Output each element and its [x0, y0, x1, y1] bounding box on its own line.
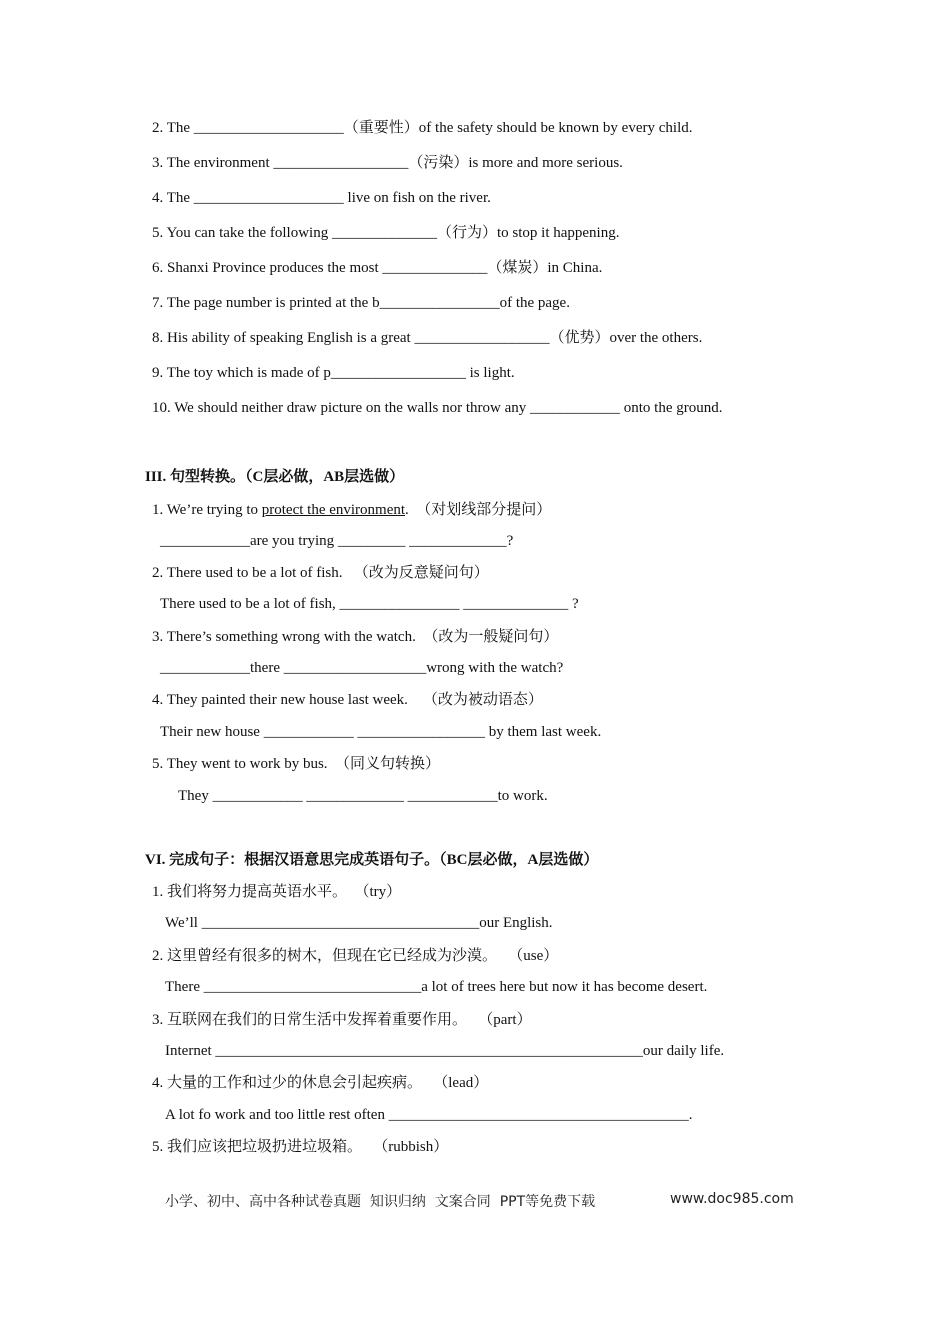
answer-line: They ____________ _____________ ____________to work.: [178, 788, 548, 804]
question-item: 7. The page number is printed at the b________________of the page.: [152, 295, 570, 311]
question-item: 3. The environment __________________（污染）is more and more serious.: [152, 155, 623, 171]
section-heading: III. 句型转换。（C层必做，AB层选做）: [145, 469, 405, 485]
question-item: 4. 大量的工作和过少的休息会引起疾病。 （lead）: [152, 1075, 489, 1091]
question-item: [152, 501, 551, 519]
question-item: 1. 我们将努力提高英语水平。 （try）: [152, 884, 402, 900]
question-instruction: . （对划线部分提问）: [405, 502, 552, 518]
answer-line: We’ll _____________________________________our English.: [165, 915, 553, 931]
answer-line: Their new house ____________ _________________ by them last week.: [160, 724, 602, 740]
question-item: 6. Shanxi Province produces the most ______________（煤炭）in China.: [152, 260, 603, 276]
question-item: 5. 我们应该把垃圾扔进垃圾箱。 （rubbish）: [152, 1139, 449, 1155]
answer-line: A lot fo work and too little rest often ________________________________________.: [165, 1107, 693, 1123]
question-item: 2. There used to be a lot of fish. （改为反意疑问句）: [152, 565, 489, 581]
underlined-phrase: protect the environment: [261, 502, 406, 518]
question-item: 3. 互联网在我们的日常生活中发挥着重要作用。 （part）: [152, 1012, 532, 1028]
section-heading: VI. 完成句子：根据汉语意思完成英语句子。（BC层必做，A层选做）: [145, 852, 599, 868]
question-text: 1. We’re trying to: [152, 502, 262, 518]
question-item: 4. The ____________________ live on fish on the river.: [152, 190, 491, 206]
question-item: 2. 这里曾经有很多的树木，但现在它已经成为沙漠。 （use）: [152, 948, 559, 964]
question-item: 8. His ability of speaking English is a great __________________（优势）over the others.: [152, 330, 703, 346]
answer-line: There _____________________________a lot of trees here but now it has become desert.: [165, 979, 708, 995]
answer-line: ____________are you trying _________ _____________?: [160, 533, 514, 549]
question-item: 4. They painted their new house last week. （改为被动语态）: [152, 692, 543, 708]
question-item: 2. The ____________________（重要性）of the safety should be known by every child.: [152, 120, 693, 136]
answer-line: There used to be a lot of fish, ________________ ______________ ?: [160, 596, 579, 612]
question-item: 5. They went to work by bus. （同义句转换）: [152, 756, 441, 772]
answer-line: Internet _________________________________________________________our daily life.: [165, 1043, 725, 1059]
answer-line: ____________there ___________________wrong with the watch?: [160, 660, 564, 676]
footer-text: 小学、初中、高中各种试卷真题 知识归纳 文案合同 PPT等免费下载: [165, 1194, 596, 1210]
question-item: 9. The toy which is made of p__________________ is light.: [152, 365, 515, 381]
question-item: 5. You can take the following ______________（行为）to stop it happening.: [152, 225, 620, 241]
footer-url[interactable]: www.doc985.com: [670, 1191, 794, 1207]
question-item: 10. We should neither draw picture on the walls nor throw any ____________ onto the ground.: [152, 400, 723, 416]
question-item: 3. There’s something wrong with the watch. （改为一般疑问句）: [152, 629, 559, 645]
